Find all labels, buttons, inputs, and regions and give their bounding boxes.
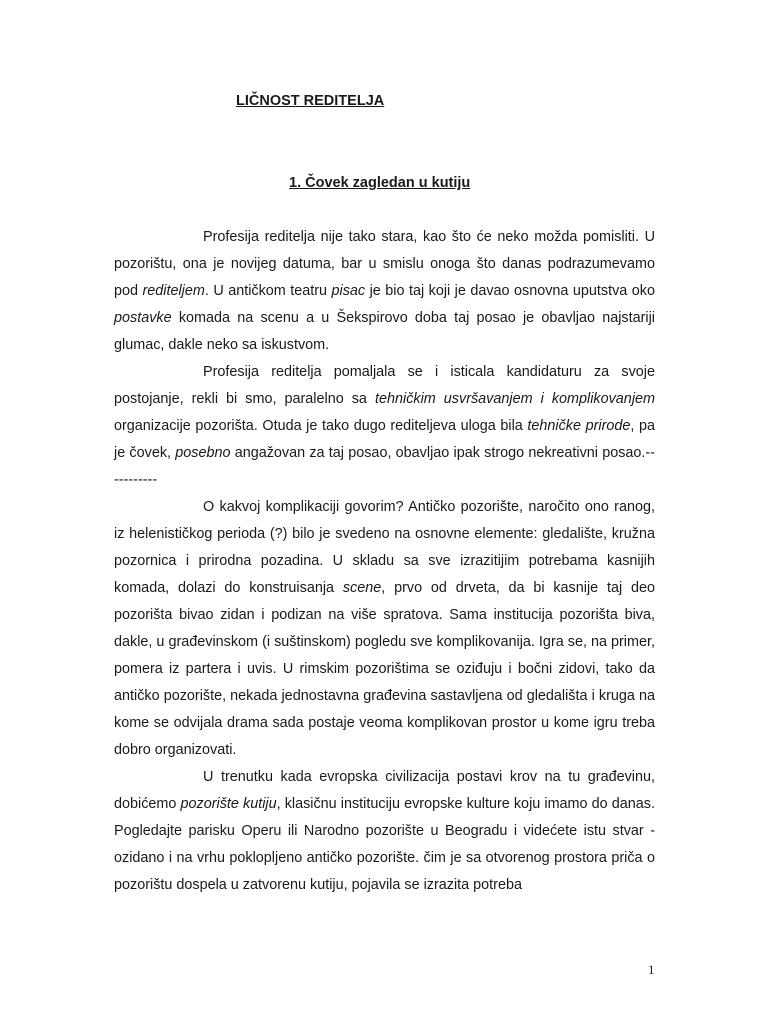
body-text <box>114 224 655 899</box>
text-segment: Profesija reditelja nije tako stara, kao što će neko možda pomisliti. U pozorištu, ona je novijeg datuma, bar u smislu onoga što danas podrazumevamo pod <box>114 229 655 299</box>
paragraph <box>114 764 655 899</box>
text-segment: je bio taj koji je davao osnovna uputstva oko <box>365 283 655 299</box>
document-title: LIČNOST REDITELJA <box>236 93 385 109</box>
paragraph <box>114 359 655 494</box>
emphasized-text: tehničkim usvršavanjem i komplikovanjem <box>374 391 656 407</box>
paragraph <box>114 224 655 359</box>
paragraph <box>114 494 655 764</box>
emphasized-text: pozorište kutiju <box>180 796 277 812</box>
text-segment: organizacije pozorišta. Otuda je tako dugo rediteljeva uloga bila <box>114 418 528 434</box>
emphasized-text: posebno <box>175 445 231 461</box>
text-segment: Profesija reditelja pomaljala se i isticala kandidaturu za svoje postojanje, rekli bi smo, paralelno sa <box>114 364 655 407</box>
section-heading: 1. Čovek zagledan u kutiju <box>289 175 471 191</box>
page-number: 1 <box>648 962 655 977</box>
emphasized-text: postavke <box>114 310 172 326</box>
emphasized-text: scene <box>342 580 382 596</box>
text-segment: , prvo od drveta, da bi kasnije taj deo pozorišta bivao zidan i podizan na više spratova. Sama institucija pozorišta biva, dakle, u građevinskom (i suštinskom) pogledu sve komplikovanija. Igra se, na primer, pomera iz partera i uvis. U rimskim pozorištima se oziđuju i bočni zidovi, tako da antičko pozorište, nekada jednostavna građevina sastavljena od gledališta i kruga na kome se odvijala drama sada postaje veoma komplikovan prostor u kome igru treba dobro organizovati. <box>114 580 655 758</box>
text-segment: angažovan za taj posao, obavljao ipak strogo nekreativni posao.----------- <box>114 445 655 488</box>
text-segment: , klasičnu instituciju evropske kulture koju imamo do danas. Pogledajte parisku Operu ili Narodno pozorište u Beogradu i videćete istu stvar - ozidano i na vrhu poklopljeno antičko pozorište. čim je sa otvorenog prostora priča o pozorištu dospela u zatvorenu kutiju, pojavila se izrazita potreba <box>114 796 655 893</box>
emphasized-text: pisac <box>331 283 366 299</box>
emphasized-text: rediteljem <box>142 283 205 299</box>
text-segment: O kakvoj komplikaciji govorim? Antičko pozorište, naročito ono ranog, iz helenističkog perioda (?) bilo je svedeno na osnovne elemente: gledalište, kružna pozornica i prirodna pozadina. U skladu sa sve izrazitijim potrebama kasnijih komada, dolazi do konstruisanja <box>114 499 655 596</box>
text-segment: . U antičkom teatru <box>204 283 332 299</box>
text-segment: komada na scenu a u Šekspirovo doba taj posao je obavljao najstariji glumac, dakle neko sa iskustvom. <box>114 310 655 353</box>
text-segment: , pa je čovek, <box>114 418 655 461</box>
emphasized-text: tehničke prirode <box>527 418 631 434</box>
text-segment: U trenutku kada evropska civilizacija postavi krov na tu građevinu, dobićemo <box>114 769 655 812</box>
